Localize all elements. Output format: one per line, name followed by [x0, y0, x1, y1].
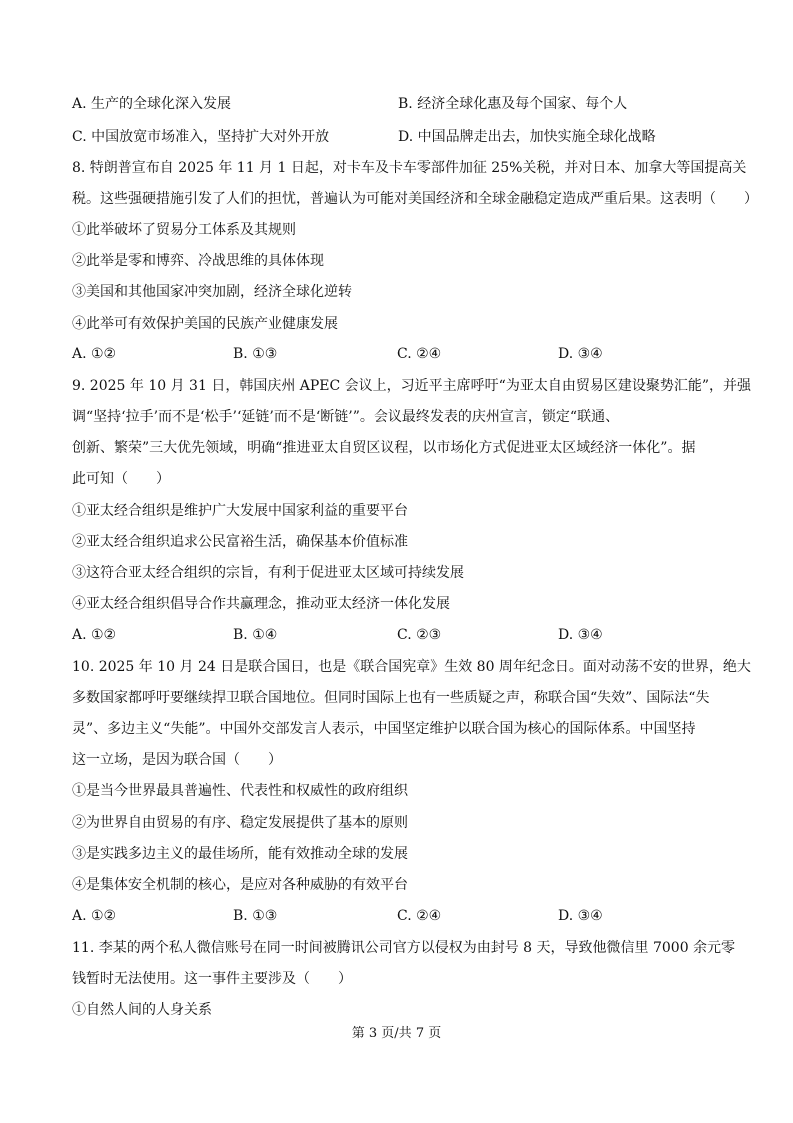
q10-statement-1: ①是当今世界最具普遍性、代表性和权威性的政府组织	[72, 783, 408, 799]
q7-option-d: D. 中国品牌走出去，加快实施全球化战略	[398, 129, 656, 145]
q8-option-a: A. ①②	[72, 346, 117, 362]
q9-option-a: A. ①②	[72, 627, 117, 643]
q8-statement-2: ②此举是零和博弈、冷战思维的具体体现	[72, 253, 324, 269]
q10-statement-2: ②为世界自由贸易的有序、稳定发展提供了基本的原则	[72, 815, 408, 831]
q8-statement-4: ④此举可有效保护美国的民族产业健康发展	[72, 316, 338, 332]
q10-stem-line-2: 多数国家都呼吁要继续捍卫联合国地位。但同时国际上也有一些质疑之声，称联合国“失效”、国际法“失	[72, 690, 710, 706]
q9-stem-line-4: 此可知（ ）	[72, 471, 170, 487]
q9-statement-3: ③这符合亚太经合组织的宗旨，有利于促进亚太区域可持续发展	[72, 565, 464, 581]
q10-option-a: A. ①②	[72, 908, 117, 924]
q10-stem-line-4: 这一立场，是因为联合国（ ）	[72, 752, 282, 768]
q10-option-b: B. ①③	[233, 908, 278, 924]
q9-option-d: D. ③④	[558, 627, 603, 643]
q9-stem-line-1: 9. 2025 年 10 月 31 日，韩国庆州 APEC 会议上，习近平主席呼吁“为亚太自由贸易区建设聚势汇能”，并强	[72, 378, 751, 394]
q10-stem-line-3: 灵”、多边主义“失能”。中国外交部发言人表示，中国坚定维护以联合国为核心的国际体系。中国坚持	[72, 721, 696, 737]
q10-option-c: C. ②④	[397, 908, 442, 924]
q7-option-b: B. 经济全球化惠及每个国家、每个人	[398, 96, 628, 112]
q11-statement-1: ①自然人间的人身关系	[72, 1002, 212, 1018]
q8-stem-line-1: 8. 特朗普宣布自 2025 年 11 月 1 日起，对卡车及卡车零部件加征 25%关税，并对日本、加拿大等国提高关	[72, 160, 747, 176]
q9-stem-line-3: 创新、繁荣”三大优先领域，明确“推进亚太自贸区议程，以市场化方式促进亚太区域经济一体化”。据	[72, 440, 696, 456]
q8-statement-3: ③美国和其他国家冲突加剧，经济全球化逆转	[72, 284, 352, 300]
q8-option-c: C. ②④	[397, 346, 442, 362]
q10-statement-3: ③是实践多边主义的最佳场所，能有效推动全球的发展	[72, 846, 408, 862]
q9-option-b: B. ①④	[233, 627, 278, 643]
q10-stem-line-1: 10. 2025 年 10 月 24 日是联合国日，也是《联合国宪章》生效 80 周年纪念日。面对动荡不安的世界，绝大	[72, 659, 751, 675]
q7-option-c: C. 中国放宽市场准入，坚持扩大对外开放	[72, 129, 330, 145]
q8-statement-1: ①此举破坏了贸易分工体系及其规则	[72, 222, 296, 238]
q9-statement-2: ②亚太经合组织追求公民富裕生活，确保基本价值标准	[72, 534, 408, 550]
q9-statement-1: ①亚太经合组织是维护广大发展中国家利益的重要平台	[72, 503, 408, 519]
q11-stem-line-1: 11. 李某的两个私人微信账号在同一时间被腾讯公司官方以侵权为由封号 8 天，导致他微信里 7000 余元零	[72, 940, 736, 956]
page-number-footer: 第 3 页/共 7 页	[351, 1026, 442, 1041]
q8-option-d: D. ③④	[558, 346, 603, 362]
q8-stem-line-2: 税。这些强硬措施引发了人们的担忧，普遍认为可能对美国经济和全球金融稳定造成严重后果。这表明（ ）	[72, 191, 758, 207]
q11-stem-line-2: 钱暂时无法使用。这一事件主要涉及（ ）	[72, 971, 352, 987]
q9-stem-line-2: 调“坚持‘拉手’而不是‘松手’‘延链’而不是‘断链’”。会议最终发表的庆州宣言，锁定“联通、	[72, 409, 620, 425]
q10-option-d: D. ③④	[558, 908, 603, 924]
q9-statement-4: ④亚太经合组织倡导合作共赢理念，推动亚太经济一体化发展	[72, 596, 450, 612]
q7-option-a: A. 生产的全球化深入发展	[72, 96, 232, 112]
q9-option-c: C. ②③	[397, 627, 442, 643]
q8-option-b: B. ①③	[233, 346, 278, 362]
q10-statement-4: ④是集体安全机制的核心，是应对各种威胁的有效平台	[72, 877, 408, 893]
